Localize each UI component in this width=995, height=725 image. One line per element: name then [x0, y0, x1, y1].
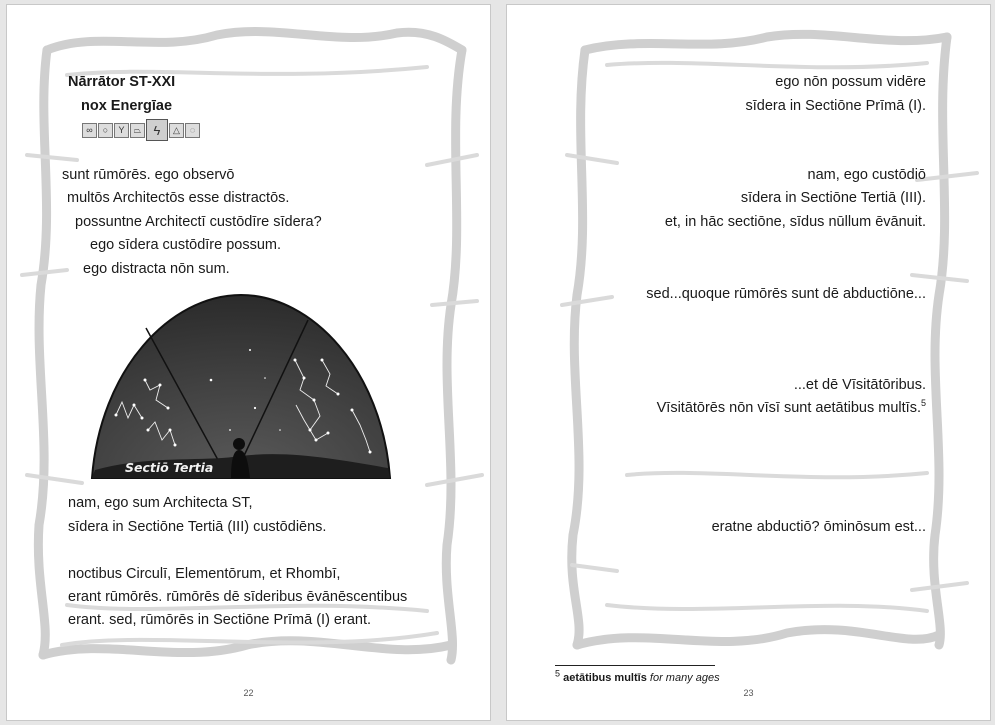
footnote-separator — [555, 665, 715, 666]
lightning-icon: ϟ — [146, 119, 168, 141]
text-line: ego distracta nōn sum. — [83, 261, 230, 277]
triangle-icon: △ — [169, 123, 184, 138]
page-number: 22 — [243, 688, 254, 698]
text-line: sīdera in Sectiōne Tertiā (III). — [740, 190, 926, 206]
page-number: 23 — [743, 688, 754, 698]
blob-icon: ◌ — [185, 123, 200, 138]
right-page — [506, 4, 991, 721]
text-line: erant rūmōrēs. rūmōrēs dē sīderibus ēvānēscentibus — [68, 589, 408, 605]
text-line: sīdera in Sectiōne Tertiā (III) custōdiēns. — [68, 519, 327, 535]
text-line: erant. sed, rūmōrēs in Sectiōne Prīmā (I) erant. — [68, 612, 372, 628]
text-line: noctibus Circulī, Elementōrum, et Rhombī, — [68, 566, 341, 582]
text-segment: Vīsitātōrēs nōn vīsī sunt aetātibus multīs. — [656, 400, 921, 416]
story-title: Nārrātor ST-XXI — [68, 74, 176, 90]
symbol-icon-row — [82, 119, 200, 141]
infinity-icon: ∞ — [82, 123, 97, 138]
trapezoid-icon: ⏢ — [130, 123, 145, 138]
text-line: nam, ego custōdiō — [807, 167, 926, 183]
text-line: ...et dē Vīsitātōribus. — [793, 377, 926, 393]
story-subtitle: nox Energīae — [81, 98, 173, 114]
text-line: sed...quoque rūmōrēs sunt dē abductiōne... — [646, 286, 926, 302]
text-line: sīdera in Sectiōne Prīmā (I). — [745, 98, 926, 114]
text-line: nam, ego sum Architecta ST, — [68, 495, 253, 511]
text-line: eratne abductiō? ōminōsum est... — [711, 519, 926, 535]
footnote-mark: 5 — [920, 398, 926, 409]
text-line: ego sīdera custōdīre possum. — [90, 237, 282, 253]
text-line: possuntne Architectī custōdīre sīdera? — [75, 214, 322, 230]
text-line-with-footnote — [657, 399, 926, 417]
footnote-gloss: for many ages — [649, 672, 720, 684]
footnote-number: 5 — [555, 668, 561, 679]
text-line: sunt rūmōrēs. ego observō — [62, 167, 235, 183]
footnote — [555, 668, 720, 684]
text-line: ego nōn possum vidēre — [775, 74, 926, 90]
footnote-term: aetātibus multīs — [563, 672, 647, 684]
image-caption: Sectiō Tertia — [125, 460, 214, 475]
left-page — [6, 4, 491, 721]
circle-icon: ○ — [98, 123, 113, 138]
text-line: multōs Architectōs esse distractōs. — [67, 190, 290, 206]
night-sky-dome-illustration — [90, 290, 392, 482]
y-icon: Y — [114, 123, 129, 138]
text-line: et, in hāc sectiōne, sīdus nūllum ēvānuit. — [664, 214, 926, 230]
